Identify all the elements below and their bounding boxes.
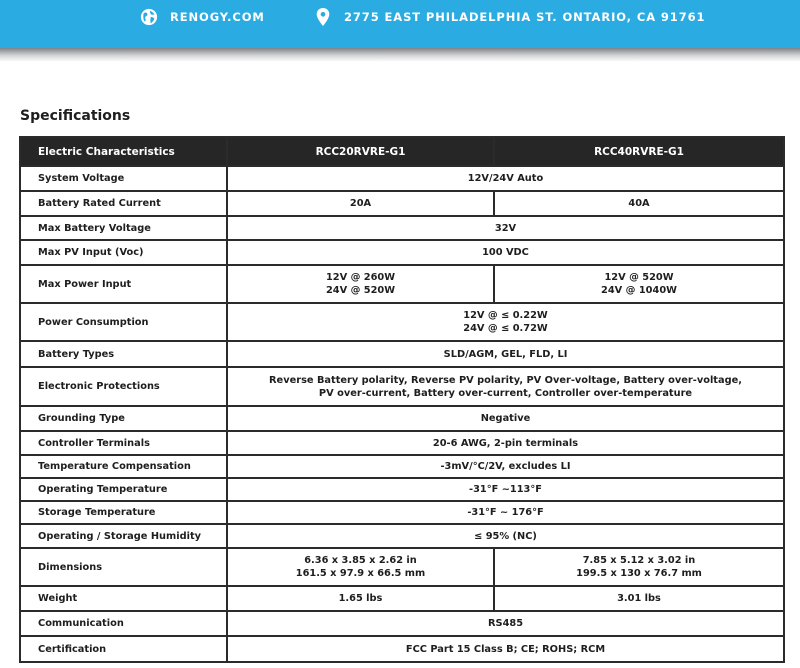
shared-value [227, 367, 784, 406]
value-line: PV over-current, Battery over-current, Controller over-temperature [318, 387, 693, 399]
table-row [20, 265, 784, 303]
row-label: Power Consumption [20, 303, 227, 341]
row-label: Certification [20, 636, 227, 662]
row-label: Operating Temperature [20, 478, 227, 501]
shared-value: 32V [227, 216, 784, 240]
table-row [20, 455, 784, 478]
value-line: 7.85 x 5.12 x 3.02 in [582, 555, 696, 566]
row-label: Battery Rated Current [20, 191, 227, 216]
contact-bar [0, 0, 800, 48]
table-row [20, 586, 784, 611]
specifications-table [19, 136, 785, 663]
table-row [20, 636, 784, 662]
value-line: 6.36 x 3.85 x 2.62 in [304, 555, 417, 566]
row-label: Max Power Input [20, 265, 227, 303]
table-row [20, 548, 784, 586]
website-link[interactable] [139, 7, 265, 27]
shared-value: -31°F ~ 176°F [227, 501, 784, 524]
shared-value: -31°F ~113°F [227, 478, 784, 501]
rcc40-value [494, 548, 784, 586]
rcc20-value [227, 548, 494, 586]
value-line: 199.5 x 130 x 76.7 mm [576, 568, 702, 579]
rcc20-value: 1.65 lbs [227, 586, 494, 611]
website-text[interactable]: RENOGY.COM [170, 10, 265, 24]
table-row [20, 501, 784, 524]
rcc40-value [494, 265, 784, 303]
rcc40-value: 3.01 lbs [494, 586, 784, 611]
value-line: Reverse Battery polarity, Reverse PV polarity, PV Over-voltage, Battery over-voltage, [269, 374, 742, 386]
shared-value [227, 303, 784, 341]
value-line: 24V @ ≤ 0.72W [463, 323, 548, 334]
table-row [20, 478, 784, 501]
table-row [20, 216, 784, 240]
row-label: Temperature Compensation [20, 455, 227, 478]
table-row [20, 341, 784, 367]
globe-icon [139, 7, 159, 27]
address [313, 7, 705, 27]
row-label: System Voltage [20, 166, 227, 191]
rcc20-value: 20A [227, 191, 494, 216]
table-header-row [20, 137, 784, 166]
row-label: Controller Terminals [20, 431, 227, 455]
shared-value: 12V/24V Auto [227, 166, 784, 191]
table-row [20, 406, 784, 431]
column-header: RCC20RVRE-G1 [227, 137, 494, 166]
row-label: Communication [20, 611, 227, 636]
value-line: 161.5 x 97.9 x 66.5 mm [295, 568, 426, 579]
row-label: Storage Temperature [20, 501, 227, 524]
table-row [20, 240, 784, 265]
map-pin-icon [313, 7, 333, 27]
row-label: Dimensions [20, 548, 227, 586]
rcc20-value [227, 265, 494, 303]
shared-value: 20-6 AWG, 2-pin terminals [227, 431, 784, 455]
column-header: RCC40RVRE-G1 [494, 137, 784, 166]
column-header: Electric Characteristics [20, 137, 227, 166]
shared-value: Negative [227, 406, 784, 431]
table-row [20, 303, 784, 341]
value-line: 12V @ 520W [604, 272, 674, 283]
row-label: Max Battery Voltage [20, 216, 227, 240]
table-row [20, 524, 784, 548]
table-row [20, 431, 784, 455]
header-shadow [0, 48, 800, 62]
address-text: 2775 EAST PHILADELPHIA ST. ONTARIO, CA 91761 [344, 10, 706, 24]
row-label: Weight [20, 586, 227, 611]
rcc40-value: 40A [494, 191, 784, 216]
row-label: Operating / Storage Humidity [20, 524, 227, 548]
row-label: Battery Types [20, 341, 227, 367]
shared-value: -3mV/°C/2V, excludes LI [227, 455, 784, 478]
value-line: 24V @ 520W [325, 285, 396, 296]
shared-value: RS485 [227, 611, 784, 636]
table-row [20, 191, 784, 216]
value-line: 12V @ 260W [325, 272, 396, 283]
table-row [20, 166, 784, 191]
section-title: Specifications [20, 108, 131, 124]
value-line: 12V @ ≤ 0.22W [463, 310, 548, 321]
table-row [20, 367, 784, 406]
value-line: 24V @ 1040W [601, 285, 677, 296]
table-row [20, 611, 784, 636]
shared-value: SLD/AGM, GEL, FLD, LI [227, 341, 784, 367]
row-label: Electronic Protections [20, 367, 227, 406]
row-label: Max PV Input (Voc) [20, 240, 227, 265]
shared-value: ≤ 95% (NC) [227, 524, 784, 548]
row-label: Grounding Type [20, 406, 227, 431]
shared-value: FCC Part 15 Class B; CE; ROHS; RCM [227, 636, 784, 662]
shared-value: 100 VDC [227, 240, 784, 265]
